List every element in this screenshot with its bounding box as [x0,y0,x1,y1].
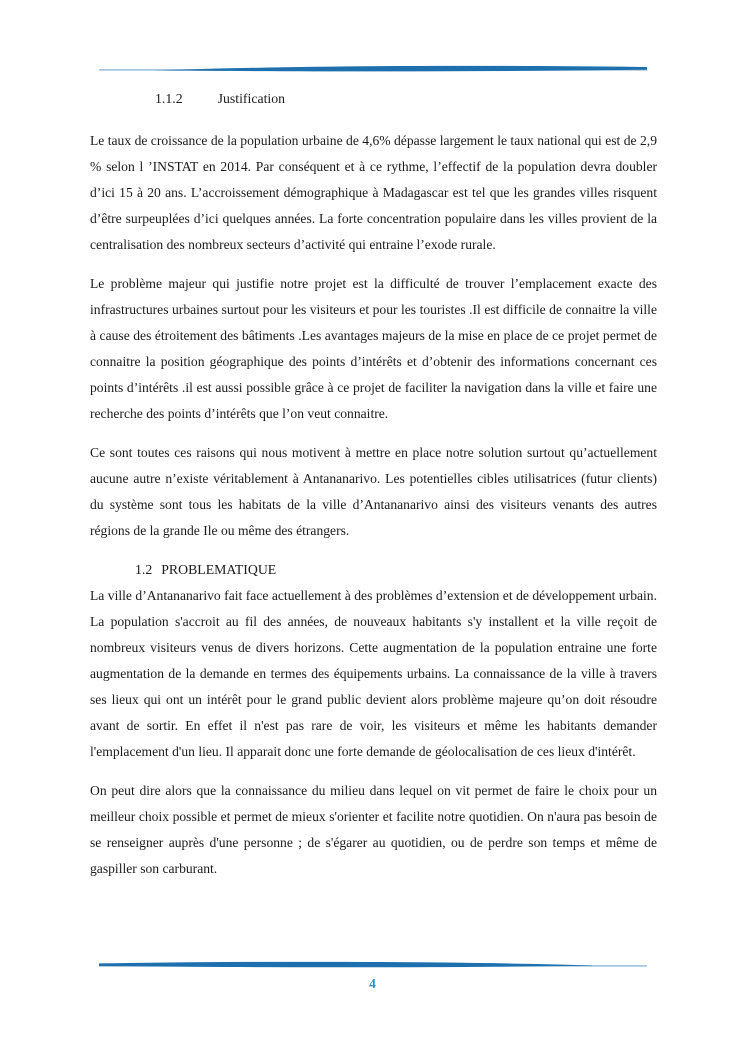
heading-title: PROBLEMATIQUE [161,562,277,577]
bottom-border-swoosh-graphic [99,959,647,973]
heading-number: 1.1.2 [155,91,183,106]
heading-title: Justification [217,91,286,106]
section-heading-problematique [135,557,657,583]
page-number: 4 [369,976,376,991]
top-border-decoration [99,63,647,77]
paragraph-motivation: Ce sont toutes ces raisons qui nous motivent à mettre en place notre solution surtout qu’actuellement aucune autre n’existe véritablement à Antananarivo. Les potentielles cibles utilisatrices (futur clients) du système sont tous les habitats de la ville d’Antananarivo ainsi des visiteurs venants des autres régions de la grande Ile ou même des étrangers. [90,445,657,538]
section-heading-justification [155,86,657,112]
document-body [90,86,657,895]
paragraph-conclusion: On peut dire alors que la connaissance du milieu dans lequel on vit permet de faire le choix pour un meilleur choix possible et permet de mieux s'orienter et facilite notre quotidien. On n'aura pas besoin de se renseigner auprès d'une personne ; de s'égarer au quotidien, ou de perdre son temps et même de gaspiller son carburant. [90,783,657,876]
paragraph-growth-rate: Le taux de croissance de la population urbaine de 4,6% dépasse largement le taux national qui est de 2,9 % selon l ’INSTAT en 2014. Par conséquent et à ce rythme, l’effectif de la population devra doubler d’ici 15 à 20 ans. L’accroissement démographique à Madagascar est tel que les grandes villes risquent d’être surpeuplées d’ici quelques années. La forte concentration populaire dans les villes provient de la centralisation des nombreux secteurs d’activité qui entraine l’exode rurale. [90,133,657,252]
bottom-border-decoration [99,959,647,973]
paragraph-project-problem: Le problème majeur qui justifie notre projet est la difficulté de trouver l’emplacement exacte des infrastructures urbaines surtout pour les visiteurs et pour les touristes .Il est difficile de connaitre la ville à cause des étroitement des bâtiments .Les avantages majeurs de la mise en place de ce projet permet de connaitre la position géographique des points d’intérêts et d’obtenir des informations concernant ces points d’intérêts .il est aussi possible grâce à ce projet de faciliter la navigation dans la ville et faire une recherche des points d’intérêts que l’on veut connaitre. [90,276,657,421]
heading-number: 1.2 [135,562,153,577]
paragraph-city-extension: La ville d’Antananarivo fait face actuellement à des problèmes d’extension et de développement urbain. La population s'accroit au fil des années, de nouveaux habitants s'y installent et la ville reçoit de nombreux visiteurs venus de divers horizons. Cette augmentation de la population entraine une forte augmentation de la demande en termes des équipements urbains. La connaissance de la ville à travers ses lieux qui ont un intérêt pour le grand public devient alors problème majeure qu’on doit résoudre avant de sortir. En effet il n'est pas rare de voir, les visiteurs et même les habitants demander l'emplacement d'un lieu. Il apparait donc une forte demande de géolocalisation de ces lieux d'intérêt. [90,588,657,759]
top-border-swoosh-graphic [99,63,647,77]
